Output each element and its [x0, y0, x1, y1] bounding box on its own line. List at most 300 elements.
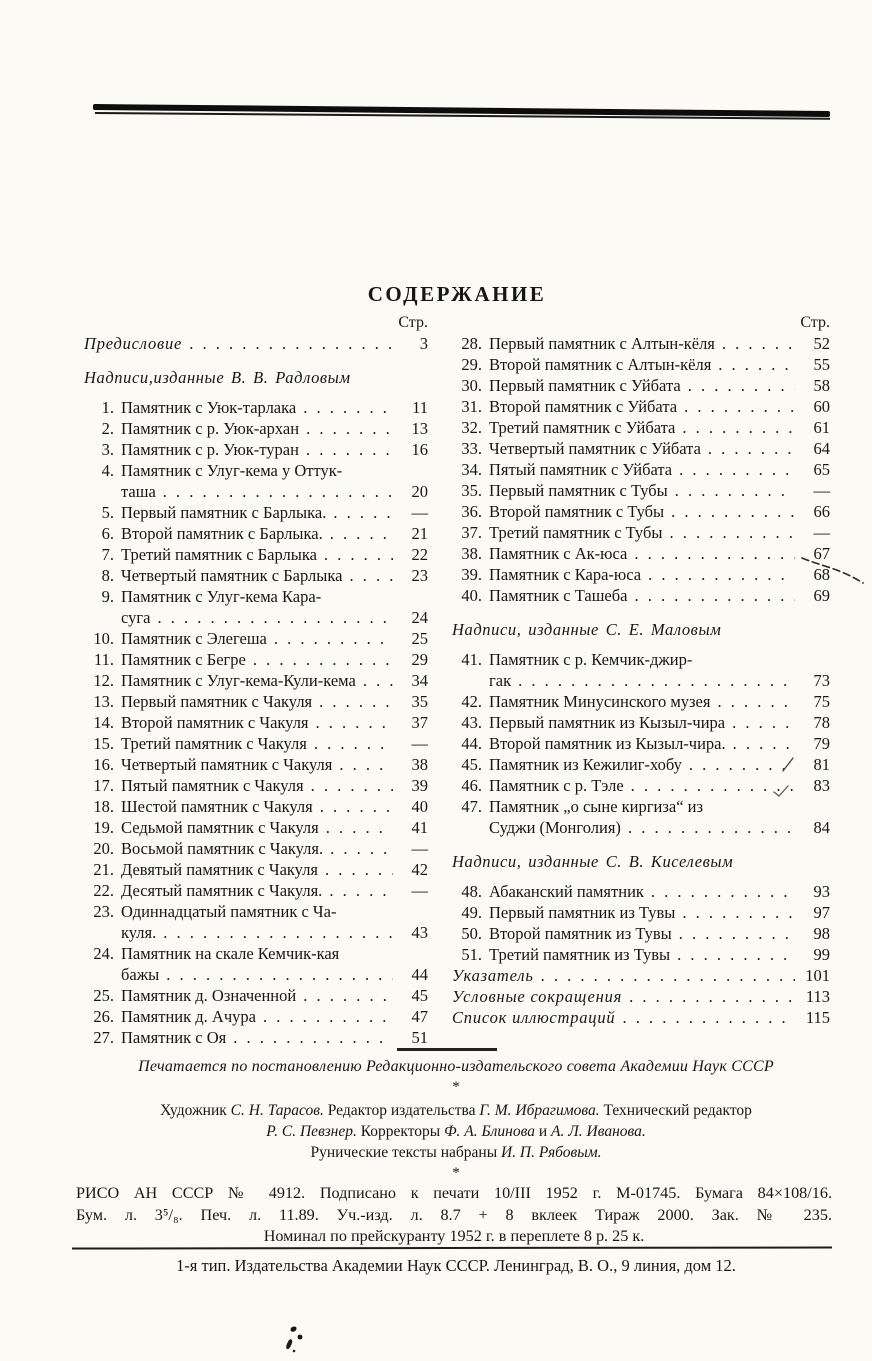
entry-title: таша — [121, 482, 156, 501]
credits-text: и — [535, 1123, 552, 1140]
entry-page: 22 — [411, 545, 428, 564]
entry-title: Памятник Минусинского музея — [489, 692, 711, 711]
section-heading: Надписи, изданные С. В. Киселевым — [452, 852, 734, 871]
entry-page: 60 — [813, 397, 830, 416]
dot-leader — [326, 817, 393, 838]
entry-title: Седьмой памятник с Чакуля — [121, 818, 319, 837]
entry-title: Второй памятник из Тувы — [489, 924, 672, 943]
toc-entry — [452, 459, 830, 480]
entry-page: 99 — [813, 945, 830, 964]
entry-title: Второй памятник с Алтын-кёля — [489, 355, 712, 374]
entry-title: Первый памятник с Чакуля — [121, 692, 313, 711]
entry-page: 20 — [411, 482, 428, 501]
stray-pen-mark — [799, 551, 867, 589]
toc-entry — [84, 397, 428, 418]
entry-page: 34 — [411, 671, 428, 690]
toc-entry — [84, 901, 428, 922]
toc-entry — [452, 649, 830, 670]
entry-number: 33. — [461, 439, 482, 458]
entry-page: 73 — [813, 671, 830, 690]
entry-page: 37 — [411, 713, 428, 732]
entry-title: Третий памятник с Чакуля — [121, 734, 307, 753]
entry-number: 3. — [101, 440, 114, 459]
entry-title: Первый памятник с Барлыка. — [121, 503, 327, 522]
entry-title: Памятник из Кежилиг-хобу — [489, 755, 682, 774]
imprint-block — [76, 1183, 832, 1248]
toc-entry — [452, 817, 830, 838]
entry-page: — — [411, 503, 428, 522]
entry-page: — — [411, 734, 428, 753]
entry-page: — — [411, 881, 428, 900]
entry-page: 38 — [411, 755, 428, 774]
toc-entry — [84, 481, 428, 502]
entry-number: 8. — [101, 566, 114, 585]
credits-text: Технический редактор — [599, 1102, 752, 1119]
entry-number: 1. — [101, 398, 114, 417]
dot-leader — [682, 902, 795, 923]
entry-page: 113 — [805, 987, 830, 1006]
entry-number: 25. — [93, 986, 114, 1005]
toc-entry — [452, 965, 830, 986]
entry-page: 42 — [411, 860, 428, 879]
entry-number: 11. — [93, 650, 114, 669]
dot-leader — [163, 922, 393, 943]
entry-number: 10. — [93, 629, 114, 648]
credits-block — [84, 1100, 828, 1163]
entry-title: Второй памятник с Тубы — [489, 502, 665, 521]
entry-number: 5. — [101, 503, 114, 522]
entry-number: 13. — [93, 692, 114, 711]
entry-title: Девятый памятник с Чакуля — [121, 860, 319, 879]
table-of-contents — [84, 282, 830, 1048]
toc-entry — [452, 754, 830, 775]
dot-leader — [717, 691, 795, 712]
credits-text: А. Л. Иванова. — [551, 1123, 646, 1140]
entry-page: 83 — [813, 776, 830, 795]
toc-entry — [84, 628, 428, 649]
toc-entry — [452, 1007, 830, 1028]
dot-leader — [233, 1027, 393, 1048]
toc-entry — [84, 460, 428, 481]
entry-number: 36. — [461, 502, 482, 521]
dot-leader — [330, 523, 393, 544]
entry-number: 41. — [461, 650, 482, 669]
entry-number: 45. — [461, 755, 482, 774]
section-heading: Надписи, изданные С. Е. Маловым — [452, 620, 722, 639]
entry-title: Памятник с Улуг-кема Кара- — [121, 587, 322, 606]
entry-number: 44. — [461, 734, 482, 753]
printer-line: 1-я тип. Издательства Академии Наук СССР. Ленинград, В. О., 9 линия, дом 12. — [176, 1256, 736, 1275]
toc-entry — [452, 333, 830, 354]
toc-entry — [84, 670, 428, 691]
entry-title: Памятник с Ташеба — [489, 586, 628, 605]
dot-leader — [253, 649, 393, 670]
imprint-divider — [72, 1246, 832, 1249]
entry-number: 28. — [461, 334, 482, 353]
toc-entry — [452, 501, 830, 522]
dot-leader — [675, 480, 795, 501]
dot-leader — [631, 775, 795, 796]
dot-leader — [319, 691, 393, 712]
toc-entry — [452, 670, 830, 691]
entry-number: 48. — [461, 882, 482, 901]
entry-page: 58 — [813, 376, 830, 395]
entry-number: 32. — [461, 418, 482, 437]
entry-title: Одиннадцатый памятник с Ча- — [121, 902, 337, 921]
entry-title: Восьмой памятник с Чакуля. — [121, 839, 324, 858]
entry-title: Памятник на скале Кемчик-кая — [121, 944, 340, 963]
entry-title: Второй памятник с Уйбата — [489, 397, 678, 416]
dot-leader — [324, 544, 393, 565]
entry-title: Третий памятник из Тувы — [489, 945, 671, 964]
dot-leader — [274, 628, 393, 649]
credits-text: С. Н. Тарасов. — [230, 1102, 324, 1119]
entry-title: Четвертый памятник с Чакуля — [121, 755, 333, 774]
entry-page: 47 — [411, 1007, 428, 1026]
entry-title: Первый памятник с Уйбата — [489, 376, 681, 395]
dot-leader — [634, 543, 795, 564]
dot-leader — [628, 817, 795, 838]
entry-title: Первый памятник из Тувы — [489, 903, 676, 922]
entry-page: 11 — [412, 398, 428, 417]
toc-entry — [452, 712, 830, 733]
entry-number: 43. — [461, 713, 482, 732]
entry-title: суга — [121, 608, 151, 627]
toc-entry — [84, 607, 428, 628]
toc-entry — [84, 565, 428, 586]
entry-title: Памятник с Бегре — [121, 650, 246, 669]
dot-leader — [311, 775, 393, 796]
entry-title: Список иллюстраций — [452, 1008, 616, 1027]
pencil-mark — [780, 756, 796, 774]
credits-text: Рунические тексты набраны — [310, 1144, 501, 1161]
dot-leader — [320, 796, 393, 817]
entry-title: гак — [489, 671, 512, 690]
toc-column-left — [84, 313, 428, 1048]
entry-number: 46. — [461, 776, 482, 795]
toc-entry — [452, 923, 830, 944]
dot-leader — [333, 502, 393, 523]
toc-entry — [84, 880, 428, 901]
toc-entry — [84, 733, 428, 754]
entry-title: Второй памятник с Барлыка. — [121, 524, 323, 543]
entry-number: 47. — [461, 797, 482, 816]
toc-entry — [452, 480, 830, 501]
entry-title: Десятый памятник с Чакуля. — [121, 881, 323, 900]
entry-title: Предисловие — [84, 334, 183, 353]
entry-number: 20. — [93, 839, 114, 858]
entry-page: 64 — [813, 439, 830, 458]
dot-leader — [671, 501, 795, 522]
toc-entry — [452, 944, 830, 965]
entry-title: Четвертый памятник с Уйбата — [489, 439, 701, 458]
dot-leader — [363, 670, 393, 691]
toc-entry — [452, 417, 830, 438]
entry-title: Памятник „о сыне киргиза“ из — [489, 797, 704, 816]
entry-title: бажы — [121, 965, 160, 984]
credits-line — [84, 1121, 828, 1142]
dot-leader — [157, 607, 393, 628]
entry-title: Суджи (Монголия) — [489, 818, 621, 837]
entry-page: 43 — [411, 923, 428, 942]
dot-leader — [679, 923, 795, 944]
page-title: СОДЕРЖАНИЕ — [367, 282, 547, 306]
entry-number: 12. — [93, 671, 114, 690]
entry-page: 101 — [805, 966, 830, 985]
credits-text: И. П. Рябовым. — [500, 1144, 602, 1161]
entry-number: 30. — [461, 376, 482, 395]
colophon — [84, 1056, 828, 1181]
entry-title: Третий памятник с Тубы — [489, 523, 663, 542]
page-col-header-left: Стр. — [398, 314, 428, 331]
entry-number: 17. — [93, 776, 114, 795]
dot-leader — [682, 417, 795, 438]
entry-number: 31. — [461, 397, 482, 416]
toc-entry — [452, 564, 830, 585]
entry-title: Второй памятник из Кызыл-чира. — [489, 734, 726, 753]
colophon-note: Печатается по постановлению Редакционно-издательского совета Академии Наук СССР — [138, 1058, 774, 1075]
entry-page: 23 — [411, 566, 428, 585]
entry-number: 37. — [461, 523, 482, 542]
entry-page: 68 — [813, 565, 830, 584]
toc-entry — [84, 922, 428, 943]
entry-page: 24 — [411, 608, 428, 627]
entry-page: 84 — [813, 818, 830, 837]
entry-page: 78 — [813, 713, 830, 732]
entry-page: 61 — [813, 418, 830, 437]
entry-title: Памятник с Уюк-тарлака — [121, 398, 297, 417]
dot-leader — [684, 396, 795, 417]
dot-leader — [329, 880, 393, 901]
entry-page: 39 — [411, 776, 428, 795]
toc-entry — [84, 544, 428, 565]
entry-title: Памятник с Элегеша — [121, 629, 267, 648]
entry-number: 23. — [93, 902, 114, 921]
entry-title: Четвертый памятник с Барлыка — [121, 566, 343, 585]
dot-leader — [330, 838, 393, 859]
entry-page: 25 — [411, 629, 428, 648]
entry-number: 4. — [101, 461, 114, 480]
entry-page: 41 — [411, 818, 428, 837]
entry-title: Второй памятник с Чакуля — [121, 713, 309, 732]
entry-page: 13 — [411, 419, 428, 438]
entry-title: Памятник с р. Уюк-архан — [121, 419, 300, 438]
credits-text: Корректоры — [356, 1123, 445, 1140]
entry-page: 75 — [813, 692, 830, 711]
toc-entry — [84, 1006, 428, 1027]
dot-leader — [163, 481, 393, 502]
dot-leader — [306, 439, 393, 460]
entry-title: Пятый памятник с Чакуля — [121, 776, 304, 795]
entry-number: 49. — [461, 903, 482, 922]
entry-number: 19. — [93, 818, 114, 837]
entry-page: 44 — [411, 965, 428, 984]
toc-entry — [84, 502, 428, 523]
entry-title: Третий памятник с Уйбата — [489, 418, 676, 437]
entry-number: 2. — [101, 419, 114, 438]
entry-title: Памятник с р. Уюк-туран — [121, 440, 299, 459]
toc-entry — [84, 418, 428, 439]
entry-title: Памятник с Ак-юса — [489, 544, 628, 563]
dot-leader — [518, 670, 795, 691]
dot-leader — [316, 712, 393, 733]
entry-number: 29. — [461, 355, 482, 374]
toc-entry — [84, 964, 428, 985]
dot-leader — [263, 1006, 393, 1027]
toc-entry — [84, 985, 428, 1006]
entry-page: 115 — [805, 1008, 830, 1027]
entry-page: 52 — [813, 334, 830, 353]
dot-leader — [339, 754, 393, 775]
toc-entry — [84, 775, 428, 796]
toc-entry — [452, 396, 830, 417]
asterisk-separator: * — [452, 1165, 460, 1181]
toc-entry — [452, 375, 830, 396]
entry-title: куля. — [121, 923, 157, 942]
toc-entry — [452, 585, 830, 606]
dot-leader — [325, 859, 393, 880]
pencil-mark — [772, 784, 790, 798]
entry-number: 15. — [93, 734, 114, 753]
toc-entry — [452, 796, 830, 817]
dot-leader — [541, 965, 795, 986]
entry-number: 40. — [461, 586, 482, 605]
credits-text: Ф. А. Блинова — [444, 1123, 535, 1140]
entry-title: Шестой памятник с Чакуля — [121, 797, 313, 816]
entry-page: 66 — [813, 502, 830, 521]
dot-leader — [634, 585, 795, 606]
dot-leader — [688, 375, 795, 396]
dot-leader — [677, 944, 795, 965]
entry-page: 35 — [411, 692, 428, 711]
toc-entry — [452, 438, 830, 459]
dot-leader — [708, 438, 795, 459]
toc-entry — [84, 649, 428, 670]
entry-title: Третий памятник с Барлыка — [121, 545, 317, 564]
toc-entry — [84, 859, 428, 880]
page-col-header-right: Стр. — [800, 314, 830, 331]
entry-number: 42. — [461, 692, 482, 711]
entry-title: Памятник д. Означенной — [121, 986, 297, 1005]
dot-leader — [622, 1007, 795, 1028]
entry-number: 21. — [93, 860, 114, 879]
entry-title: Памятник с Кара-юса — [489, 565, 642, 584]
dot-leader — [648, 564, 795, 585]
toc-entry — [84, 586, 428, 607]
entry-title: Памятник с Оя — [121, 1028, 227, 1047]
entry-number: 16. — [93, 755, 114, 774]
entry-number: 39. — [461, 565, 482, 584]
entry-page: 65 — [813, 460, 830, 479]
entry-number: 9. — [101, 587, 114, 606]
entry-number: 35. — [461, 481, 482, 500]
entry-page: 3 — [419, 334, 428, 353]
entry-number: 38. — [461, 544, 482, 563]
toc-entry — [84, 439, 428, 460]
entry-title: Условные сокращения — [452, 987, 623, 1006]
entry-page: 79 — [813, 734, 830, 753]
dot-leader — [732, 712, 795, 733]
section-divider — [397, 1048, 497, 1051]
entry-page: 81 — [813, 755, 830, 774]
entry-number: 22. — [93, 881, 114, 900]
entry-title: Памятник с р. Тэле — [489, 776, 624, 795]
entry-title: Абаканский памятник — [489, 882, 644, 901]
entry-title: Памятник с Улуг-кема-Кули-кема — [121, 671, 356, 690]
toc-entry — [84, 817, 428, 838]
entry-page: 45 — [411, 986, 428, 1005]
entry-page: 98 — [813, 924, 830, 943]
dot-leader — [679, 459, 795, 480]
entry-number: 51. — [461, 945, 482, 964]
entry-page: 93 — [813, 882, 830, 901]
entry-title: Памятник с р. Кемчик-джир- — [489, 650, 693, 669]
entry-page: 55 — [813, 355, 830, 374]
toc-entry — [452, 543, 830, 564]
dot-leader — [306, 418, 393, 439]
toc-entry — [84, 943, 428, 964]
entry-number: 26. — [93, 1007, 114, 1026]
credits-text: Р. С. Певзнер. — [266, 1123, 357, 1140]
entry-title: Первый памятник с Алтын-кёля — [489, 334, 715, 353]
dot-leader — [166, 964, 393, 985]
toc-entry — [452, 691, 830, 712]
toc-entry — [84, 523, 428, 544]
toc-entry — [84, 691, 428, 712]
credits-line — [84, 1100, 828, 1121]
entry-page: 40 — [411, 797, 428, 816]
toc-entry — [84, 712, 428, 733]
dot-leader — [629, 986, 795, 1007]
toc-entry — [84, 796, 428, 817]
entry-number: 24. — [93, 944, 114, 963]
entry-title: Первый памятник из Кызыл-чира — [489, 713, 726, 732]
toc-entry — [452, 881, 830, 902]
credits-text: Г. М. Ибрагимова. — [479, 1102, 600, 1119]
dot-leader — [349, 565, 393, 586]
dot-leader — [303, 397, 393, 418]
imprint-line-1: РИСО АН СССР № 4912. Подписано к печати 10/III 1952 г. М-01745. Бумага 84×108/16. — [76, 1184, 832, 1202]
dot-leader — [303, 985, 393, 1006]
toc-entry — [84, 838, 428, 859]
entry-number: 7. — [101, 545, 114, 564]
dot-leader — [733, 733, 795, 754]
toc-entry — [452, 354, 830, 375]
entry-page: 67 — [813, 544, 830, 563]
entry-title: Памятник д. Ачура — [121, 1007, 256, 1026]
toc-entry — [452, 902, 830, 923]
dot-leader — [189, 333, 393, 354]
toc-column-right — [452, 313, 830, 1048]
toc-entry — [452, 733, 830, 754]
toc-entry — [452, 986, 830, 1007]
entry-title: Первый памятник с Тубы — [489, 481, 668, 500]
dot-leader — [669, 522, 795, 543]
entry-page: 51 — [411, 1028, 428, 1047]
dot-leader — [722, 333, 795, 354]
section-heading: Надписи,изданные В. В. Радловым — [84, 368, 351, 387]
dot-leader — [718, 354, 795, 375]
entry-title: Указатель — [452, 966, 534, 985]
toc-entry — [84, 1027, 428, 1048]
credits-line — [84, 1142, 828, 1163]
entry-number: 18. — [93, 797, 114, 816]
entry-number: 50. — [461, 924, 482, 943]
entry-page: — — [813, 481, 830, 500]
entry-title: Пятый памятник с Уйбата — [489, 460, 673, 479]
entry-page: 29 — [411, 650, 428, 669]
entry-title: Памятник с Улуг-кема у Оттук- — [121, 461, 343, 480]
